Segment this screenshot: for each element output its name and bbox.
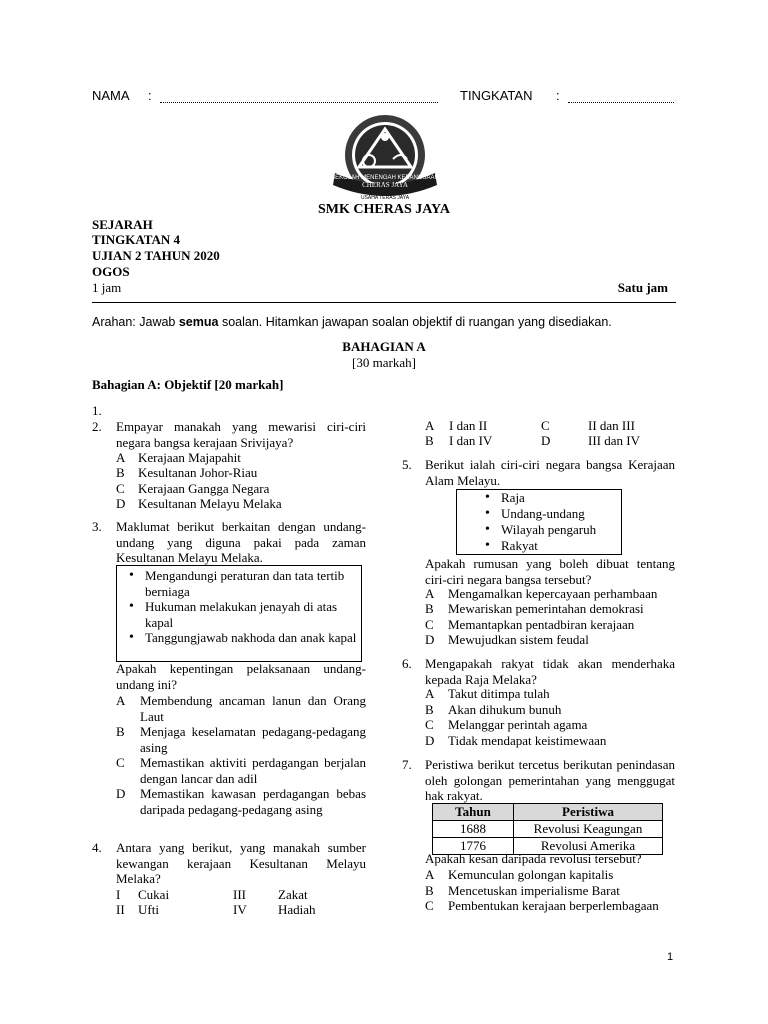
q5-option-d[interactable]: D Mewujudkan sistem feudal bbox=[425, 632, 589, 647]
q2-option-a[interactable]: A Kerajaan Majapahit bbox=[116, 450, 241, 465]
q3-question: Apakah kepentingan pelaksanaan undang-undang ini? bbox=[116, 661, 366, 692]
table-header-cell: Tahun bbox=[433, 804, 514, 821]
table-cell: 1688 bbox=[433, 821, 514, 838]
q5-bullet: • Undang-undang bbox=[501, 506, 585, 522]
question-4 bbox=[92, 840, 366, 887]
logo-motto-text: USAHA TERAS JAYA bbox=[360, 195, 410, 201]
q4-item-ii: II Ufti bbox=[116, 902, 159, 917]
q5-bullet: • Rakyat bbox=[501, 538, 538, 554]
q7-option-c[interactable]: C Pembentukan kerajaan berperlembagaan bbox=[425, 898, 659, 913]
q5-question: Apakah rumusan yang boleh dibuat tentang ciri-ciri negara bangsa tersebut? bbox=[425, 556, 675, 587]
tingkatan-field[interactable] bbox=[568, 102, 674, 103]
q5-option-a[interactable]: A Mengamalkan kepercayaan perhambaan bbox=[425, 586, 658, 601]
q3-option-a[interactable]: A Membendung ancaman lanun dan Orang Laut bbox=[116, 693, 366, 724]
q4-option-c[interactable]: C II dan III bbox=[541, 418, 635, 433]
q3-option-c[interactable]: C Memastikan aktiviti perdagangan berjalan dengan lancar dan adil bbox=[116, 755, 366, 786]
q3-bullet: • Mengandungi peraturan dan tata tertib berniaga bbox=[145, 568, 357, 599]
q7-option-a[interactable]: A Kemunculan golongan kapitalis bbox=[425, 867, 614, 882]
q4-option-d[interactable]: D III dan IV bbox=[541, 433, 640, 448]
question-2 bbox=[92, 419, 366, 450]
nama-field[interactable] bbox=[160, 102, 438, 103]
q2-option-c[interactable]: C Kerajaan Gangga Negara bbox=[116, 481, 270, 496]
question-5 bbox=[402, 457, 675, 488]
exam-duration-words: Satu jam bbox=[617, 280, 668, 295]
tingkatan-colon: : bbox=[556, 88, 560, 103]
question-text: Berikut ialah ciri-ciri negara bangsa Kerajaan Alam Melayu. bbox=[425, 457, 675, 488]
exam-test: UJIAN 2 TAHUN 2020 bbox=[92, 248, 220, 263]
q3-option-d[interactable]: D Memastikan kawasan perdagangan bebas daripada pedagang-pedagang asing bbox=[116, 786, 366, 817]
table-cell: Revolusi Amerika bbox=[514, 838, 663, 855]
q3-bullet: • Tanggungjawab nakhoda dan anak kapal bbox=[145, 630, 357, 646]
q2-option-b[interactable]: B Kesultanan Johor-Riau bbox=[116, 465, 258, 480]
question-3 bbox=[92, 519, 366, 566]
q4-option-a[interactable]: A I dan II bbox=[425, 418, 488, 433]
question-text: Empayar manakah yang mewarisi ciri-ciri negara bangsa kerajaan Srivijaya? bbox=[116, 419, 366, 450]
q3-option-b[interactable]: B Menjaga keselamatan pedagang-pedagang asing bbox=[116, 724, 366, 755]
question-7 bbox=[402, 757, 675, 804]
question-text: Antara yang berikut, yang manakah sumber kewangan kerajaan Kesultanan Melayu Melaka? bbox=[116, 840, 366, 886]
table-cell: 1776 bbox=[433, 838, 514, 855]
exam-month: OGOS bbox=[92, 264, 130, 279]
q4-item-i: I Cukai bbox=[116, 887, 170, 902]
q4-item-iii: III Zakat bbox=[233, 887, 308, 902]
exam-duration: 1 jam bbox=[92, 280, 122, 295]
question-number: 7. bbox=[402, 757, 412, 772]
nama-label: NAMA bbox=[92, 88, 130, 103]
question-number: 5. bbox=[402, 457, 412, 472]
q6-option-c[interactable]: C Melanggar perintah agama bbox=[425, 717, 588, 732]
q5-option-c[interactable]: C Memantapkan pentadbiran kerajaan bbox=[425, 617, 635, 632]
tingkatan-label: TINGKATAN bbox=[460, 88, 533, 103]
q4-item-iv: IV Hadiah bbox=[233, 902, 316, 917]
q2-option-d[interactable]: D Kesultanan Melayu Melaka bbox=[116, 496, 282, 511]
q7-question: Apakah kesan daripada revolusi tersebut? bbox=[425, 851, 642, 866]
section-subtitle: Bahagian A: Objektif [20 markah] bbox=[92, 377, 284, 392]
table-cell: Revolusi Keagungan bbox=[514, 821, 663, 838]
question-text: Mengapakah rakyat tidak akan menderhaka kepada Raja Melaka? bbox=[425, 656, 675, 687]
question-text: Peristiwa berikut tercetus berikutan penindasan oleh golongan pemerintahan yang menggugat hak rakyat. bbox=[425, 757, 675, 803]
question-number: 4. bbox=[92, 840, 102, 855]
school-logo bbox=[325, 115, 445, 205]
section-marks: [30 markah] bbox=[352, 355, 416, 370]
logo-arc-text: SEKOLAH MENENGAH KEBANGSAAN bbox=[331, 175, 439, 181]
table-header-cell: Peristiwa bbox=[514, 804, 663, 821]
page-number: 1 bbox=[667, 951, 674, 963]
q5-bullet: • Wilayah pengaruh bbox=[501, 522, 596, 538]
question-number: 6. bbox=[402, 656, 412, 671]
question-number: 3. bbox=[92, 519, 102, 534]
instruction: Arahan: Jawab semua soalan. Hitamkan jawapan soalan objektif di ruangan yang disediakan. bbox=[92, 315, 612, 329]
table-header-row bbox=[433, 804, 663, 821]
q7-option-b[interactable]: B Mencetuskan imperialisme Barat bbox=[425, 883, 620, 898]
question-6 bbox=[402, 656, 675, 687]
header-divider bbox=[92, 302, 676, 303]
school-name: SMK CHERAS JAYA bbox=[318, 202, 450, 217]
logo-main-text: CHERAS JAYA bbox=[362, 181, 408, 189]
q7-table bbox=[432, 803, 663, 855]
q6-option-d[interactable]: D Tidak mendapat keistimewaan bbox=[425, 733, 607, 748]
exam-subject: SEJARAH bbox=[92, 217, 153, 232]
question-text: Maklumat berikut berkaitan dengan undang-undang yang diguna pakai pada zaman Kesultanan Melayu Melaka. bbox=[116, 519, 366, 565]
exam-form: TINGKATAN 4 bbox=[92, 232, 180, 247]
q5-option-b[interactable]: B Mewariskan pemerintahan demokrasi bbox=[425, 601, 644, 616]
q5-info-box bbox=[456, 489, 622, 555]
nama-colon: : bbox=[148, 88, 152, 103]
question-number: 2. bbox=[92, 419, 102, 434]
q5-bullet: • Raja bbox=[501, 490, 525, 506]
q3-bullet: • Hukuman melakukan jenayah di atas kapal bbox=[145, 599, 357, 630]
question-1-number: 1. bbox=[92, 403, 102, 418]
q6-option-b[interactable]: B Akan dihukum bunuh bbox=[425, 702, 562, 717]
q4-option-b[interactable]: B I dan IV bbox=[425, 433, 493, 448]
section-title: BAHAGIAN A bbox=[342, 339, 426, 354]
q3-info-box bbox=[116, 565, 362, 662]
table-row bbox=[433, 821, 663, 838]
q6-option-a[interactable]: A Takut ditimpa tulah bbox=[425, 686, 550, 701]
